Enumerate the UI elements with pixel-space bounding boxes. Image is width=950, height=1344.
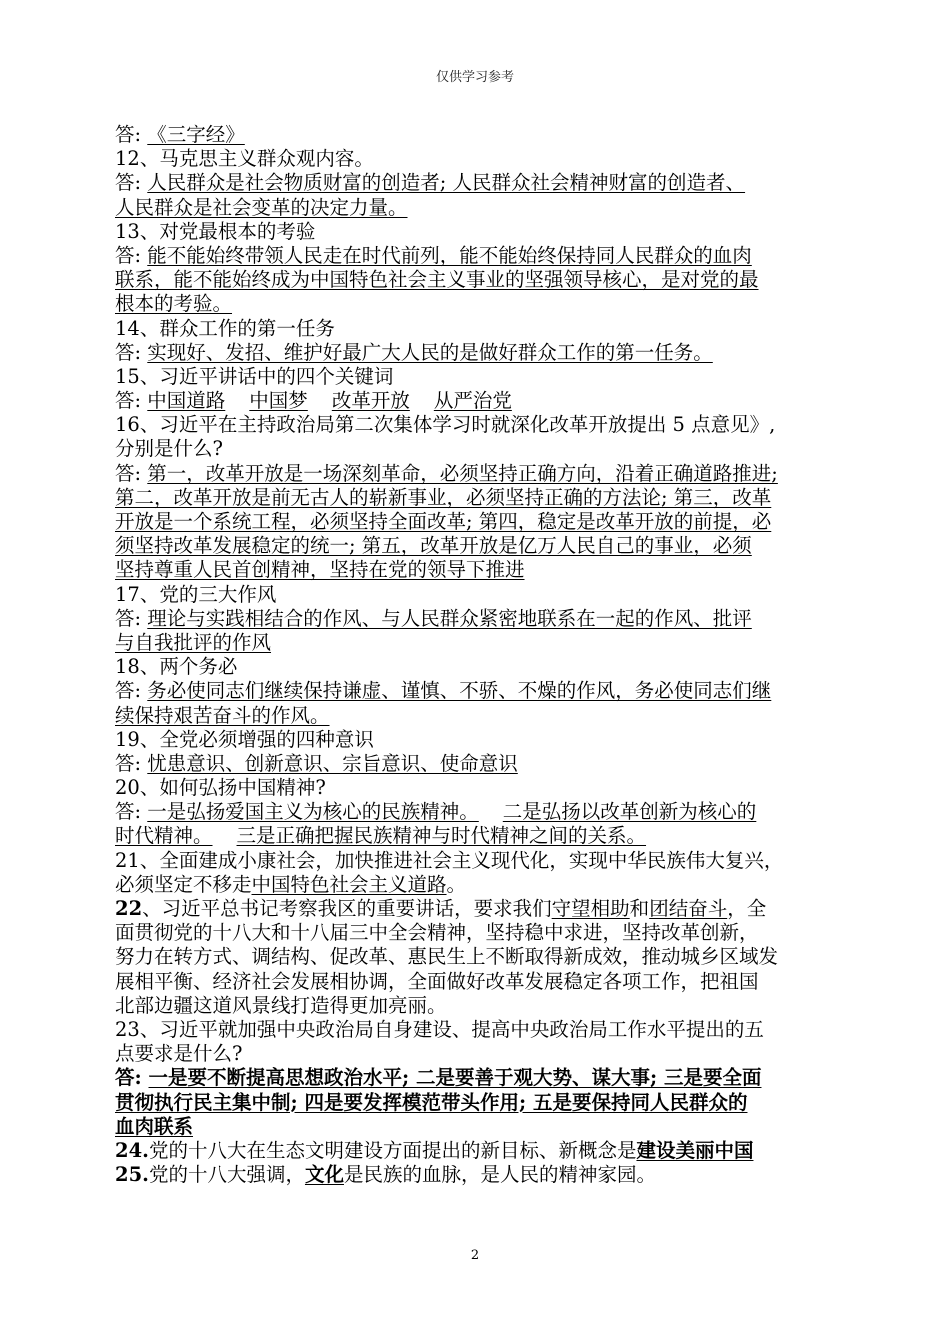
text-line <box>115 994 843 1018</box>
underlined-text: 联系，能不能始终成为中国特色社会主义事业的坚强领导核心，是对党的最 <box>115 268 759 292</box>
underlined-text: 改革开放 <box>331 389 410 413</box>
underlined-text: 续保持艰苦奋斗的作风。 <box>115 703 330 727</box>
text-segment: 分别是什么? <box>115 437 223 461</box>
text-segment: 23、习近平就加强中央政治局自身建设、提高中央政治局工作水平提出的五 <box>115 1017 764 1041</box>
text-line <box>115 945 843 969</box>
underlined-text: 人民群众是社会物质财富的创造者; 人民群众社会精神财富的创造者、 <box>147 171 746 195</box>
text-segment: 展相平衡、经济社会发展相协调，全面做好改革发展稳定各项工作，把祖国 <box>115 969 759 993</box>
text-segment: 答: <box>115 1066 149 1090</box>
underlined-text: 团结奋斗 <box>649 897 728 920</box>
text-segment: 、习近平总书记考察我区的重要讲话，要求我们 <box>142 897 552 920</box>
text-line <box>115 268 843 292</box>
text-segment: 答: <box>115 389 148 413</box>
text-line <box>115 583 843 607</box>
text-line <box>115 1163 843 1187</box>
text-line <box>115 486 843 510</box>
text-line <box>115 800 843 824</box>
text-segment: 答: <box>115 243 148 267</box>
text-line <box>115 849 843 873</box>
text-line <box>115 413 843 437</box>
text-line <box>115 123 843 147</box>
underlined-text: 实现好、发招、维护好最广大人民的是做好群众工作的第一任务。 <box>147 340 713 364</box>
underlined-text: 《三字经》 <box>147 123 245 146</box>
underlined-text: 人民群众是社会变革的决定力量。 <box>115 195 408 219</box>
underlined-text: 文化 <box>304 1163 344 1187</box>
text-line <box>115 365 843 389</box>
text-line <box>115 873 843 897</box>
underlined-text: 三是正确把握民族精神与时代精神之间的关系。 <box>236 824 647 848</box>
text-line <box>115 389 843 413</box>
text-segment: 22 <box>115 897 143 920</box>
text-line <box>115 1139 843 1163</box>
text-line <box>115 679 843 703</box>
text-segment: 答: <box>115 340 148 364</box>
text-segment: 答: <box>115 123 148 146</box>
text-segment: 答: <box>115 751 148 775</box>
underlined-text: 坚持尊重人民首创精神，坚持在党的领导下推进 <box>115 558 525 582</box>
text-segment: 答: <box>115 679 148 703</box>
text-line <box>115 292 843 316</box>
text-segment: 北部边疆这道风景线打造得更加亮丽。 <box>115 993 447 1017</box>
text-line <box>115 341 843 365</box>
underlined-text: 务必使同志们继续保持谦虚、谨慎、不骄、不燥的作风，务必使同志们继 <box>147 679 772 703</box>
text-line <box>115 437 843 461</box>
underlined-text: 与自我批评的作风 <box>115 630 272 654</box>
text-segment: 12、马克思主义群众观内容。 <box>115 147 374 171</box>
text-segment: 15、习近平讲话中的四个关键词 <box>115 364 394 388</box>
text-line <box>115 1042 843 1066</box>
underlined-text: 中国梦 <box>249 389 308 413</box>
text-segment: 20、如何弘扬中国精神? <box>115 776 326 800</box>
text-segment: ，全 <box>727 897 767 920</box>
text-segment: 党的十八大在生态文明建设方面提出的新目标、新概念是 <box>148 1138 637 1162</box>
page-number: 2 <box>470 1248 480 1263</box>
underlined-text: 贯彻执行民主集中制; 四是要发挥模范带头作用; 五是要保持同人民群众的 <box>115 1090 748 1114</box>
text-line <box>115 220 843 244</box>
text-line <box>115 317 843 341</box>
text-line <box>115 462 843 486</box>
text-segment: 。 <box>446 872 467 896</box>
underlined-text: 第一，改革开放是一场深刻革命，必须坚持正确方向，沿着正确道路推进; <box>147 461 778 485</box>
underlined-text: 忧患意识、创新意识、宗旨意识、使命意识 <box>147 751 518 775</box>
text-line <box>115 171 843 195</box>
underlined-text: 须坚持改革发展稳定的统一; 第五，改革开放是亿万人民自己的事业，必须 <box>115 534 752 558</box>
text-line <box>115 752 843 776</box>
text-segment: 14、群众工作的第一任务 <box>115 316 335 340</box>
text-line <box>115 631 843 655</box>
underlined-text: 从严治党 <box>433 389 512 413</box>
text-segment: 党的十八大强调， <box>148 1163 305 1187</box>
underlined-text: 二是弘扬以改革创新为核心的 <box>502 800 757 824</box>
text-segment: 21、全面建成小康社会，加快推进社会主义现代化，实现中华民族伟大复兴， <box>115 848 784 872</box>
underlined-text: 第二，改革开放是前无古人的崭新事业，必须坚持正确的方法论; 第三，改革 <box>115 485 772 509</box>
text-segment: 答: <box>115 606 148 630</box>
text-segment: 必须坚定不移走 <box>115 872 252 896</box>
text-segment: 18、两个务必 <box>115 655 238 679</box>
text-line <box>115 607 843 631</box>
text-line <box>115 510 843 534</box>
text-segment: 19、全党必须增强的四种意识 <box>115 727 374 751</box>
text-segment: 25. <box>115 1163 149 1187</box>
underlined-text: 中国道路 <box>147 389 226 413</box>
page-header: 仅供学习参考 <box>435 70 514 85</box>
text-line <box>115 1066 843 1090</box>
text-segment: 面贯彻党的十八大和十八届三中全会精神，坚持稳中求进，坚持改革创新， <box>115 921 759 945</box>
underlined-text: 时代精神。 <box>115 824 213 848</box>
text-line <box>115 196 843 220</box>
text-line <box>115 558 843 582</box>
underlined-text: 血肉联系 <box>115 1114 194 1138</box>
text-line <box>115 970 843 994</box>
text-segment: 和 <box>629 897 650 920</box>
text-segment: 17、党的三大作风 <box>115 582 277 606</box>
text-line <box>115 147 843 171</box>
underlined-text: 根本的考验。 <box>115 292 233 316</box>
underlined-text: 一是弘扬爱国主义为核心的民族精神。 <box>147 800 479 824</box>
underlined-text: 中国特色社会主义道路 <box>251 872 447 896</box>
text-segment: 24. <box>115 1138 149 1162</box>
text-segment: 答: <box>115 461 148 485</box>
document-body <box>115 123 843 1187</box>
underlined-text: 能不能始终带领人民走在时代前列，能不能始终保持同人民群众的血肉 <box>147 243 752 267</box>
text-line <box>115 897 843 921</box>
text-segment: 努力在转方式、调结构、促改革、惠民生上不断取得新成效，推动城乡区域发 <box>115 945 779 969</box>
text-line <box>115 704 843 728</box>
text-line <box>115 728 843 752</box>
text-line <box>115 921 843 945</box>
text-segment: 答: <box>115 171 148 195</box>
text-line <box>115 244 843 268</box>
text-segment: 16、习近平在主持政治局第二次集体学习时就深化改革开放提出 5 点意见》, <box>115 413 776 437</box>
underlined-text: 理论与实践相结合的作风、与人民群众紧密地联系在一起的作风、批评 <box>147 606 752 630</box>
underlined-text: 守望相助 <box>551 897 630 920</box>
text-segment: 点要求是什么? <box>115 1042 243 1066</box>
text-segment: 是民族的血脉，是人民的精神家园。 <box>343 1163 656 1187</box>
underlined-text: 开放是一个系统工程，必须坚持全面改革; 第四，稳定是改革开放的前提，必 <box>115 510 772 533</box>
text-segment: 答: <box>115 800 148 824</box>
text-line <box>115 1115 843 1139</box>
text-line <box>115 534 843 558</box>
text-line <box>115 655 843 679</box>
text-segment: 13、对党最根本的考验 <box>115 219 316 243</box>
text-line <box>115 824 843 848</box>
text-line <box>115 1091 843 1115</box>
text-line <box>115 776 843 800</box>
underlined-text: 建设美丽中国 <box>636 1138 754 1162</box>
text-line <box>115 1018 843 1042</box>
underlined-text: 一是要不断提高思想政治水平; 二是要善于观大势、谋大事; 三是要全面 <box>148 1066 762 1090</box>
